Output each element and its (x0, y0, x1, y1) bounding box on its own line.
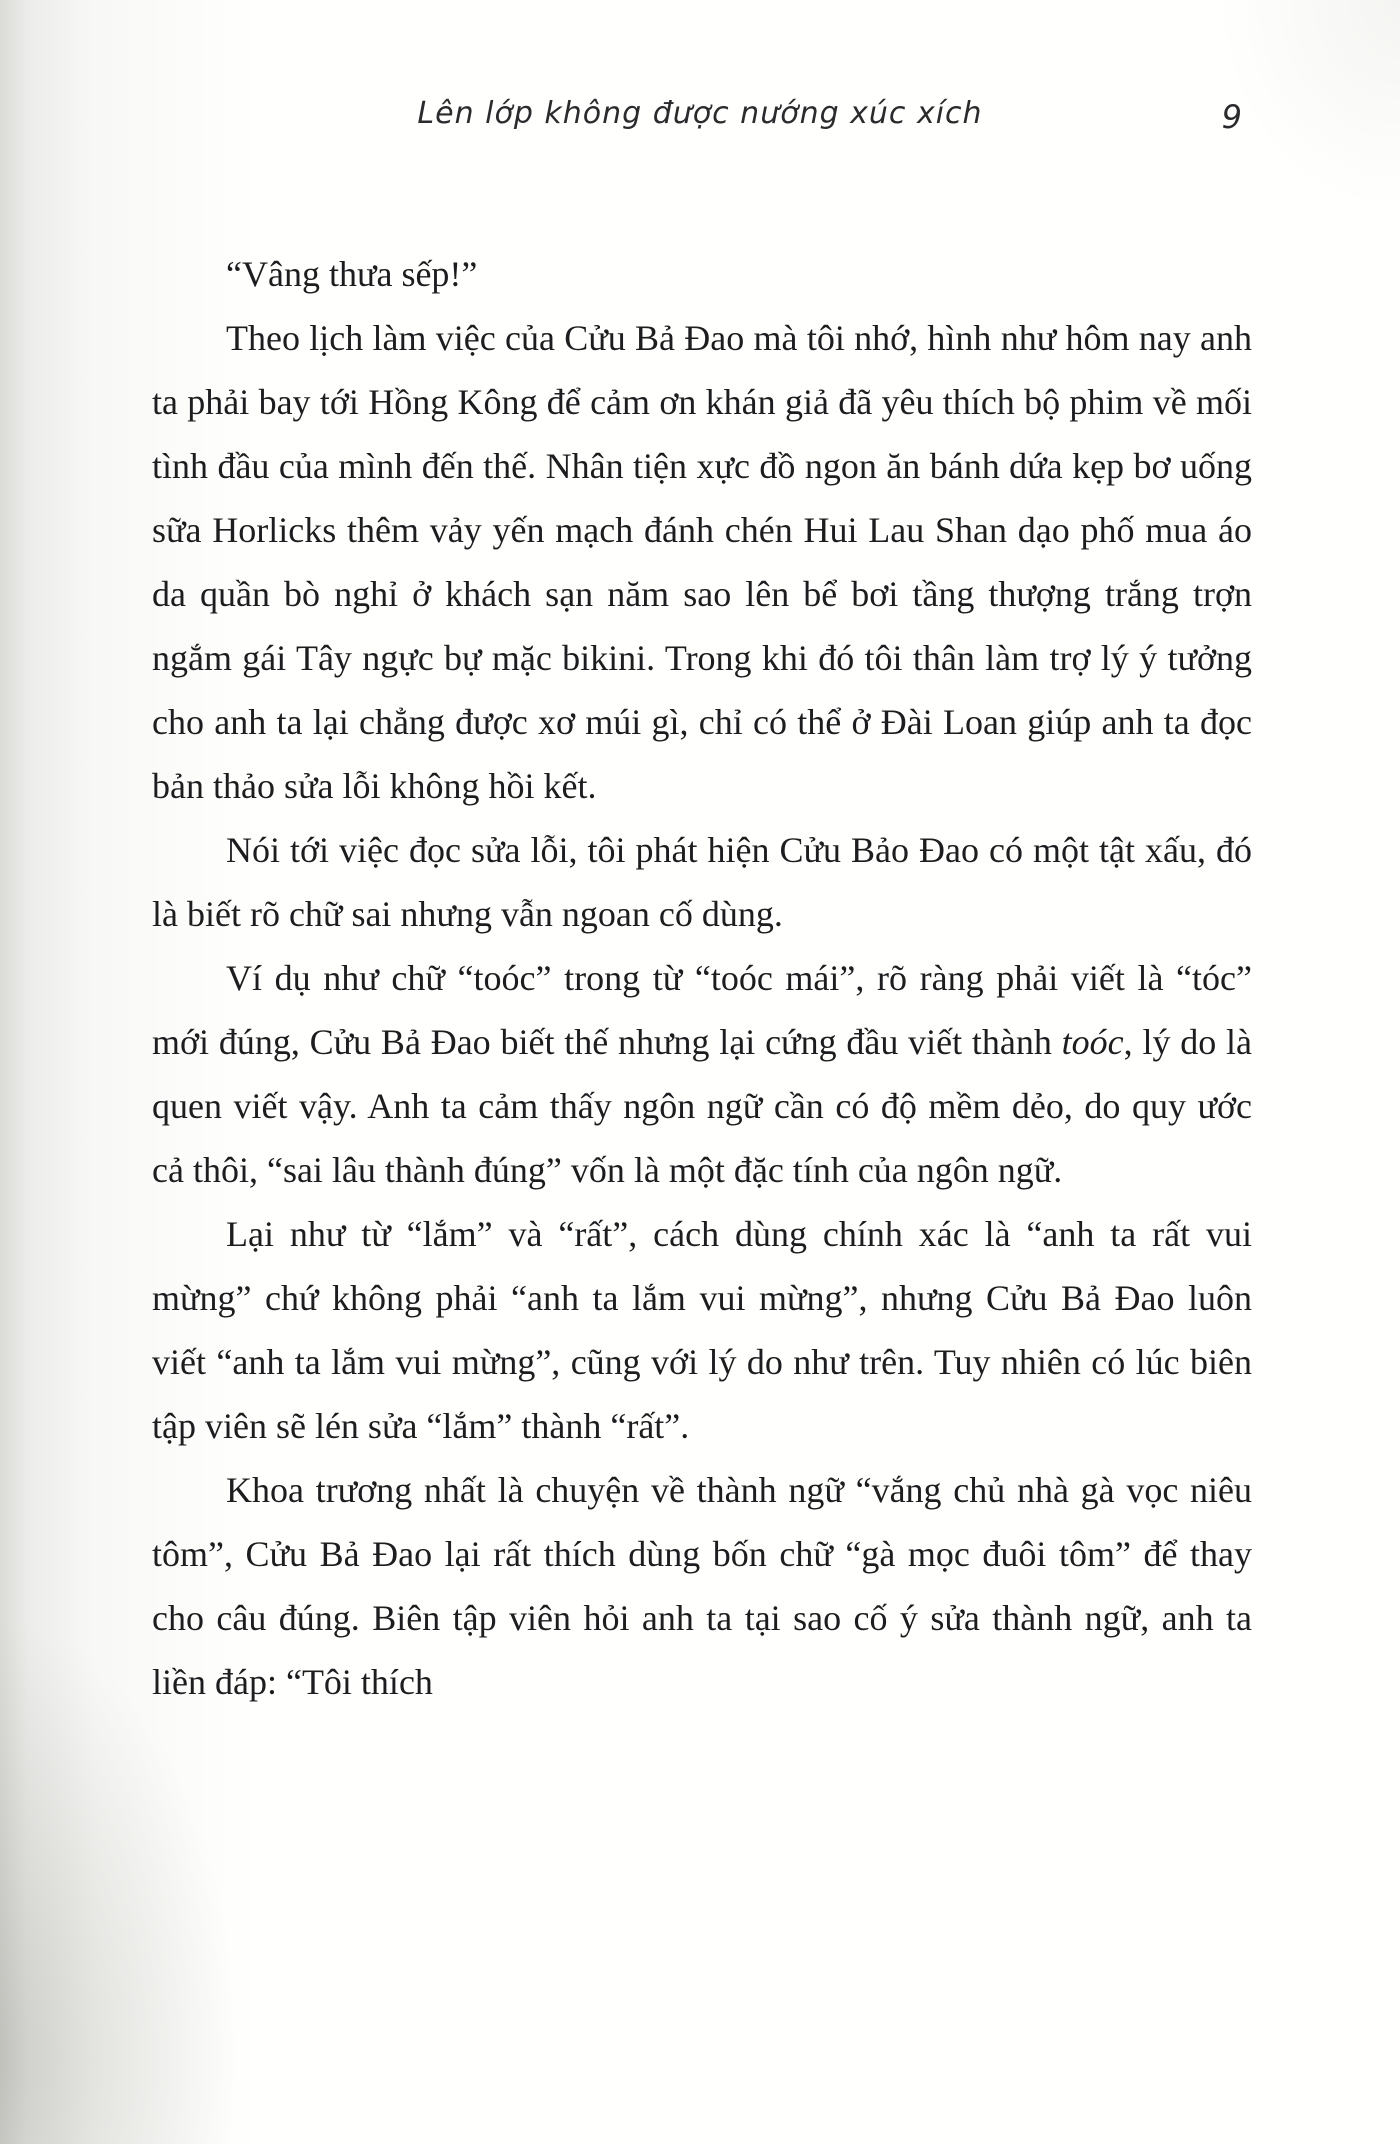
paragraph (152, 242, 1252, 306)
paragraph-run-italic: toóc (1061, 1022, 1124, 1062)
paragraph-run: , lý do là quen viết vậy. Anh ta cảm thấy ngôn ngữ cần có độ mềm dẻo, do quy ước cả thôi, “sai lâu thành đúng” vốn là một đặc tính của ngôn ngữ. (152, 1022, 1253, 1190)
paragraph-run: Theo lịch làm việc của Cửu Bả Đao mà tôi nhớ, hình như hôm nay anh ta phải bay tới Hồng Kông để cảm ơn khán giả đã yêu thích bộ phim về mối tình đầu của mình đến thế. Nhân tiện xực đồ ngon ăn bánh dứa kẹp bơ uống sữa Horlicks thêm vảy yến mạch đánh chén Hui Lau Shan dạo phố mua áo da quần bò nghỉ ở khách sạn năm sao lên bể bơi tầng thượng trắng trợn ngắm gái Tây ngực bự mặc bikini. Trong khi đó tôi thân làm trợ lý ý tưởng cho anh ta lại chẳng được xơ múi gì, chỉ có thể ở Đài Loan giúp anh ta đọc bản thảo sửa lỗi không hồi kết. (152, 318, 1252, 806)
page-header (0, 96, 1400, 156)
page-body (152, 242, 1252, 1714)
page-number: 9 (1221, 98, 1242, 136)
paragraph-run: “Vâng thưa sếp!” (226, 254, 478, 294)
paragraph-run: Nói tới việc đọc sửa lỗi, tôi phát hiện Cửu Bảo Đao có một tật xấu, đó là biết rõ chữ sai nhưng vẫn ngoan cố dùng. (152, 830, 1252, 934)
paragraph (152, 1202, 1252, 1458)
chapter-title: Lên lớp không được nướng xúc xích (417, 96, 983, 131)
paragraph-run: Ví dụ như chữ “toóc” trong từ “toóc mái”, rõ ràng phải viết là “tóc” mới đúng, Cửu Bả Đao biết thế nhưng lại cứng đầu viết thành (152, 958, 1252, 1062)
paragraph (152, 946, 1252, 1202)
paragraph-run: Lại như từ “lắm” và “rất”, cách dùng chính xác là “anh ta rất vui mừng” chứ không phải “anh ta lắm vui mừng”, nhưng Cửu Bả Đao luôn viết “anh ta lắm vui mừng”, cũng với lý do như trên. Tuy nhiên có lúc biên tập viên sẽ lén sửa “lắm” thành “rất”. (152, 1214, 1252, 1446)
paragraph (152, 306, 1252, 818)
paragraph (152, 1458, 1252, 1714)
paragraph (152, 818, 1252, 946)
paragraph-run: Khoa trương nhất là chuyện về thành ngữ “vắng chủ nhà gà vọc niêu tôm”, Cửu Bả Đao lại rất thích dùng bốn chữ “gà mọc đuôi tôm” để thay cho câu đúng. Biên tập viên hỏi anh ta tại sao cố ý sửa thành ngữ, anh ta liền đáp: “Tôi thích (152, 1470, 1252, 1702)
